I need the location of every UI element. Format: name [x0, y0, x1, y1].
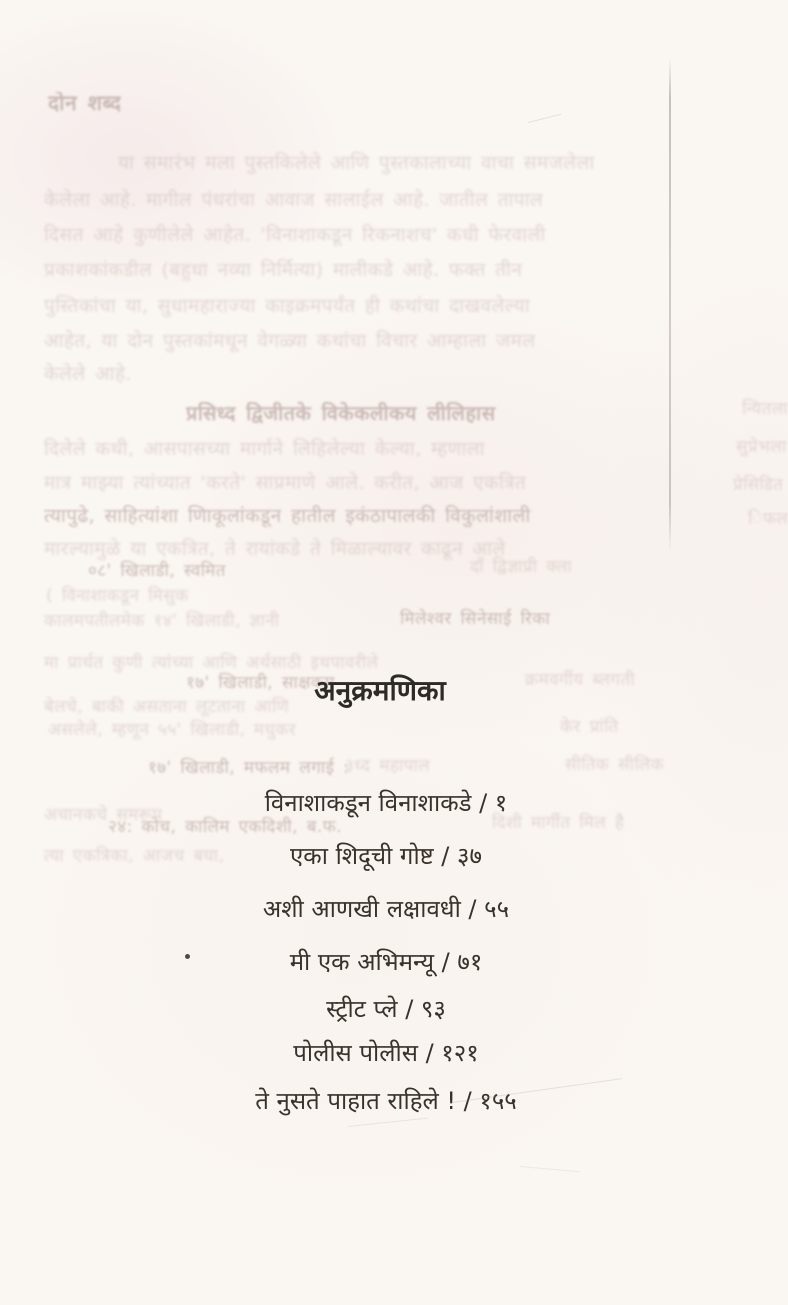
bleed-through-line: पुस्तिकांचा या, सुधामहाराज्या काइक्रमपर्यंत ही कथांचा दाखवलेल्या — [44, 295, 531, 317]
toc-entry: ते नुसते पाहात राहिले ! / १५५ — [255, 1087, 517, 1115]
bleed-through-fragment: बेलचे, बाकी असताना लूटताना आणि — [44, 697, 290, 717]
bleed-through-line: मारल्यामुळे या एकत्रित, ते रायांकडे ते मिळाल्यावर काढून आले — [44, 538, 506, 560]
toc-entry: पोलीस पोलीस / १२१ — [293, 1039, 479, 1067]
bleed-through-fragment: १७' खिलाडी, मफलम लगाई : — [148, 758, 350, 778]
toc-entry: अशी आणखी लक्षावधी / ५५ — [262, 895, 510, 923]
bleed-through-fragment: असलेले, म्हणून ५५' खिलाडी, मधुकर — [48, 720, 297, 740]
bleed-through-line: दिलेले कथी, आसपासच्या मार्गाने लिहिलेल्या केल्या, म्हणाला — [44, 438, 485, 460]
bleed-through-fragment: सीतिक सीलिक — [565, 755, 665, 775]
bleed-through-heading: दोन शब्द — [48, 92, 122, 114]
bleed-through-fragment: २४: कोच, कालिम एकदिशी, ब.फ. — [108, 817, 342, 837]
bleed-through-fragment: मिलेश्वर सिनेसाई रिका — [400, 609, 551, 629]
toc-entry: मी एक अभिमन्यू / ७१ — [289, 948, 483, 976]
bleed-through-fragment: दिशी मार्गीत मिल है — [492, 813, 625, 833]
bleed-through-fragment: त्या एकत्रिका, आजच बघा, — [44, 846, 225, 866]
page-crease-line — [669, 58, 671, 552]
toc-entry: एका शिदूची गोष्ट / ३७ — [290, 842, 482, 870]
bleed-through-fragment: न्यितला — [742, 399, 788, 419]
bleed-through-line: केलेले आहे. — [44, 363, 132, 385]
scratch-mark — [520, 1166, 580, 1172]
bleed-through-fragment: ३ध्द महापाल — [345, 756, 431, 776]
toc-entry: स्ट्रीट प्ले / ९३ — [326, 995, 446, 1023]
scratch-mark — [348, 1118, 428, 1127]
bleed-through-line: त्यापुढे, साहित्यांशा णिाकूलांकडून हातील इकंठापालकी विकुलांशाली — [44, 505, 531, 527]
scratch-mark — [528, 114, 561, 123]
bleed-through-fragment: केर प्रांति — [560, 717, 619, 737]
ink-speck — [185, 954, 190, 959]
bleed-through-line: दिसत आहे कुणीलेले आहेत. 'विनाशाकडून रिकनाशच' कधी फेरवाली — [44, 224, 546, 246]
bleed-through-line: मात्र माझ्या त्यांच्यात 'करते' साप्रमाणे आले. करीत, आज एकत्रित — [44, 472, 527, 494]
bleed-through-section-title: प्रसिध्द द्विजीतके विकेकलीकय लीलिहास — [186, 402, 496, 424]
bleed-through-fragment: प्रेसिडित — [733, 475, 784, 495]
bleed-through-line: केलेला आहे. मागील पंधरांचा आवाज सालाईल आहे. जातील तापाल — [44, 189, 544, 211]
bleed-through-fragment: िफल — [748, 509, 788, 529]
bleed-through-fragment: ०८' खिलाडी, स्वमित — [88, 561, 226, 581]
bleed-through-fragment: सुप्रेभला — [736, 437, 787, 457]
page-title: अनुक्रमणिका — [314, 674, 446, 707]
bleed-through-fragment: १७' खिलाडी, साक्षकम — [186, 673, 335, 693]
bleed-through-line: प्रकाशकांकडील (बहुधा नव्या निर्मित्या) मालीकडे आहे. फक्त तीन — [44, 259, 523, 281]
bleed-through-fragment: मा प्रार्थत कुणी त्यांच्या आणि अर्थसाठी इथपावरीले — [44, 653, 379, 673]
bleed-through-line: आहेत, या दोन पुस्तकांमधून वेगळ्या कथांचा विचार आम्हाला जमल — [44, 330, 536, 352]
bleed-through-fragment: कालमपतीलमेक १४' खिलाडी, ज्ञानी — [44, 611, 280, 631]
bleed-through-line: या समारंभ मला पुस्तकिलेले आणि पुस्तकालाच्या वाचा समजलेला — [118, 152, 595, 174]
bleed-through-fragment: दाँ द्विज्ञाप्री क्ला — [470, 557, 573, 577]
bleed-through-fragment: क्रमवर्गीय ब्लगती — [525, 670, 636, 690]
bleed-through-fragment: ( विनाशाकडून मिसुक — [46, 586, 189, 606]
toc-entry: विनाशाकडून विनाशाकडे / १ — [264, 789, 508, 817]
bleed-through-fragment: अचानकचे समरूप — [44, 805, 163, 825]
